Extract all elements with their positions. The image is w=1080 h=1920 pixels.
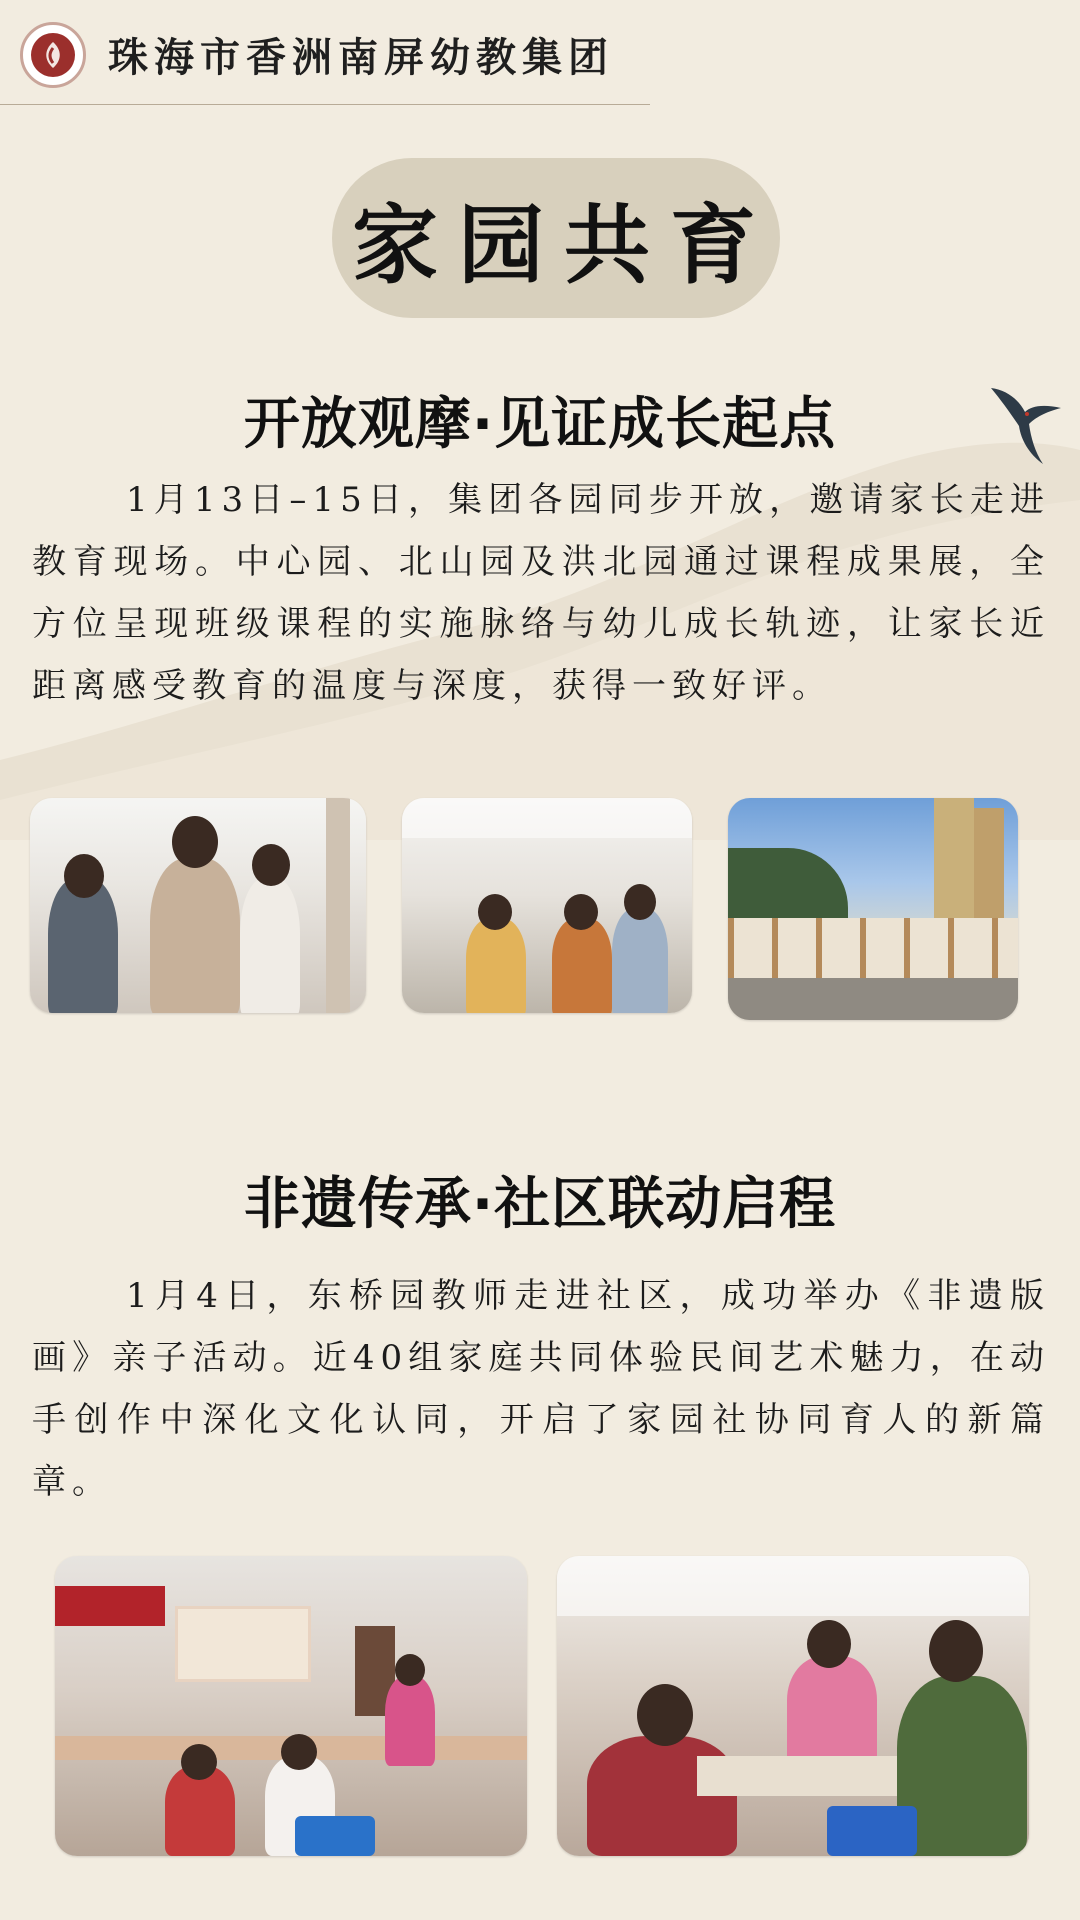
main-title: 家园共育 [352,195,776,296]
photo-printmaking-family [557,1556,1029,1856]
section-body-open-observation: 1月13日–15日，集团各园同步开放，邀请家长走进教育现场。中心园、北山园及洪北园通过课程成果展，全方位呈现班级课程的实施脉络与幼儿成长轨迹，让家长近距离感受教育的温度与深度，获得一致好评。 [32,480,1050,706]
main-title-badge [332,158,780,318]
section-title-heritage: 非遗传承·社区联动启程 [243,1172,837,1237]
header-bar [0,0,650,105]
logo-emblem-icon [31,33,75,77]
photo-parents-observing-2 [402,798,692,1013]
photo-outdoor-exhibition [728,798,1018,1020]
photo-parents-observing-1 [30,798,366,1013]
section-title-open-observation: 开放观摩·见证成长起点 [243,392,837,457]
section-body-heritage: 1月4日，东桥园教师走进社区，成功举办《非遗版画》亲子活动。近40组家庭共同体验民间艺术魅力，在动手创作中深化文化认同，开启了家园社协同育人的新篇章。 [32,1276,1050,1502]
org-name: 珠海市香洲南屏幼教集团 [108,34,614,81]
group-logo [20,22,86,88]
photo-classroom-activity [55,1556,527,1856]
